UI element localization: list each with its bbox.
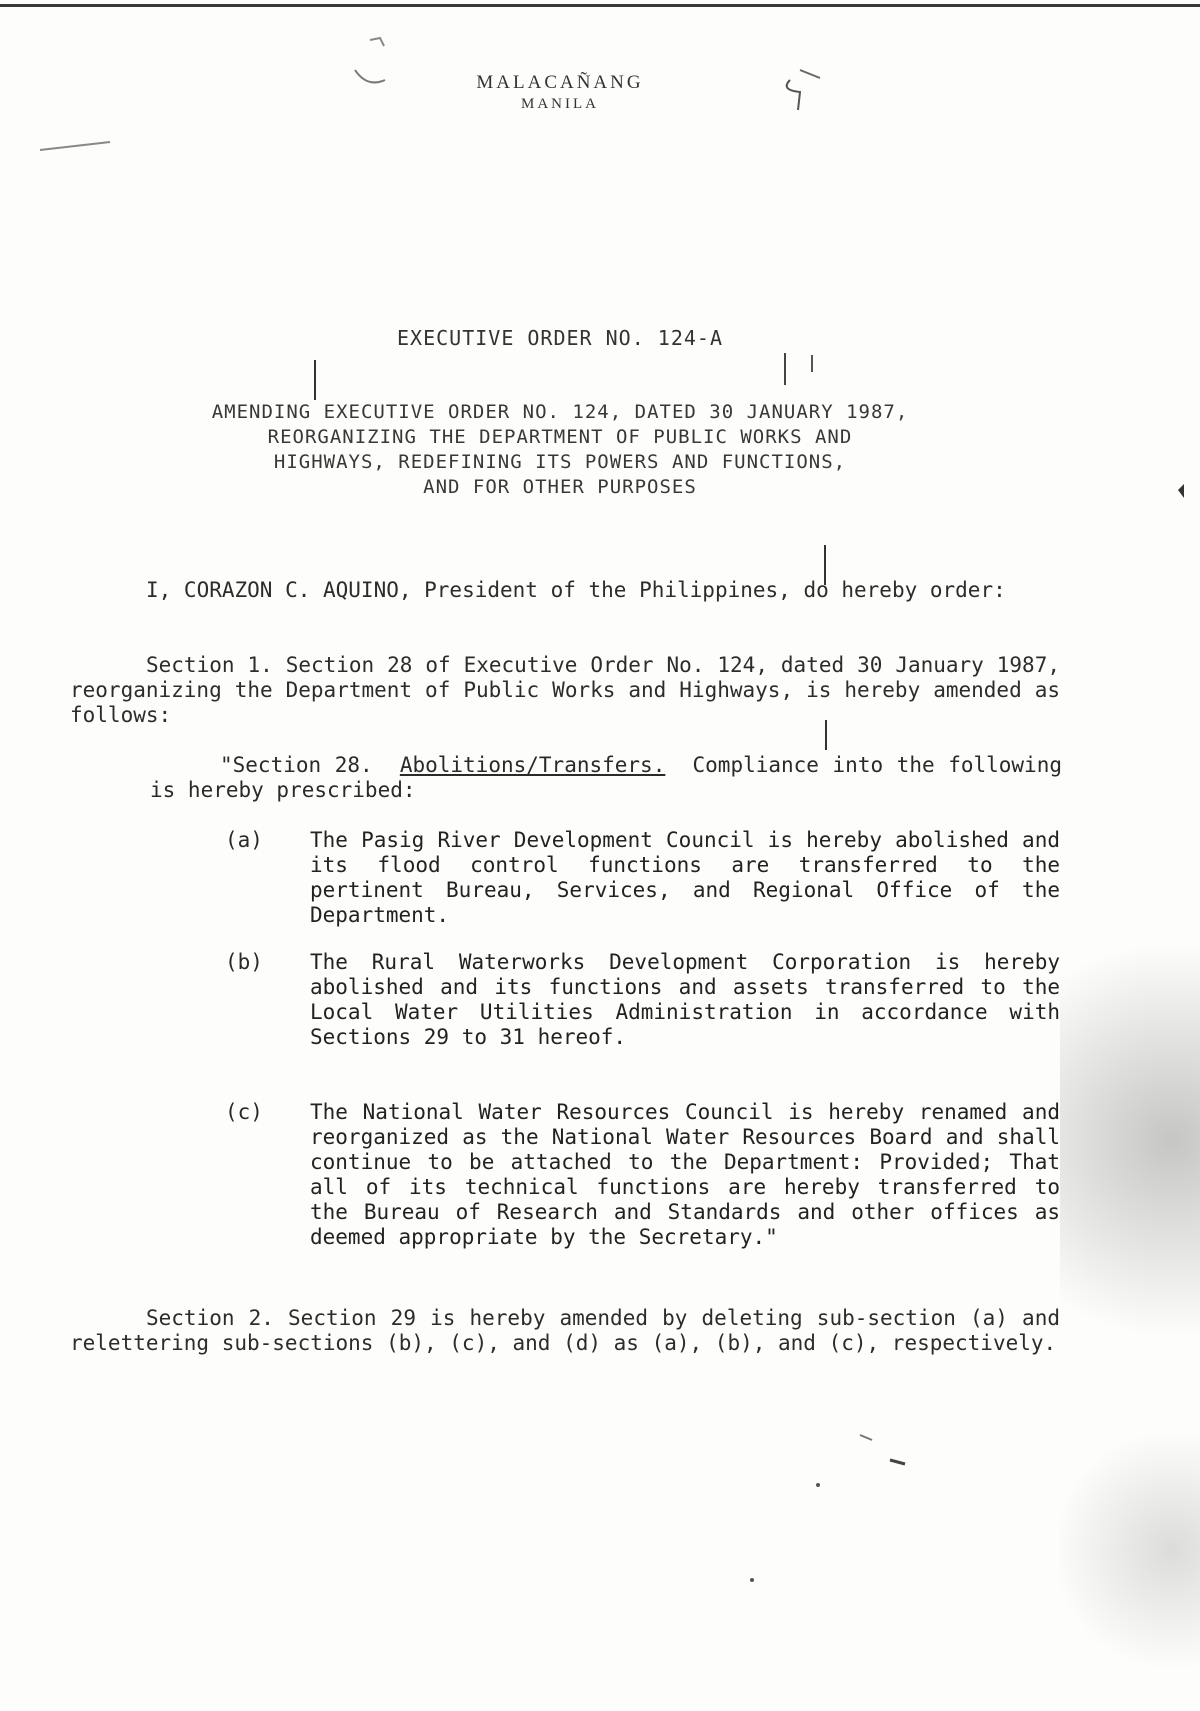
subject-line: AMENDING EXECUTIVE ORDER NO. 124, DATED 30 JANUARY 1987, [211,401,909,423]
section-1-text: Section 1. Section 28 of Executive Order No. 124, dated 30 January 1987, reorganizing the Department of Public Works and Highways, is hereby amended as follows: [70,653,1060,727]
subject-line: AND FOR OTHER PURPOSES [423,476,697,498]
letterhead-city: MANILA [521,96,599,112]
preamble-text: I, CORAZON C. AQUINO, President of the Philippines, do hereby order: [146,578,1006,602]
section-2-text: Section 2. Section 29 is hereby amended by deleting sub-section (a) and relettering sub-sections (b), (c), and (d) as (a), (b), and (c), respectively. [70,1306,1060,1355]
letterhead-office: MALACAÑANG [476,72,644,93]
subject-line: HIGHWAYS, REDEFINING ITS POWERS AND FUNCTIONS, [273,451,847,473]
list-item-label: (c) [225,1100,263,1124]
section-28-quote [150,753,1062,803]
preamble-paragraph [70,578,1060,603]
list-item-text: The National Water Resources Council is hereby renamed and reorganized as the National Water Resources Board and shall continue to be attached to the Department: Provided; That all of its technical functions are hereby transferred to the Bureau of Research and Standards and other offices as deemed appropriate by the Secretary." [310,1100,1060,1249]
letterhead [0,72,1120,113]
section-28-heading: Abolitions/Transfers. [399,753,666,777]
subject-line: REORGANIZING THE DEPARTMENT OF PUBLIC WORKS AND [267,426,853,448]
executive-order-title: EXECUTIVE ORDER NO. 124-A [396,326,724,350]
order-subject [0,400,1120,500]
scan-shading-bottom [1060,1420,1200,1680]
section-28-rest: Compliance into the following is hereby prescribed: [150,753,1062,802]
list-item-text: The Rural Waterworks Development Corporation is hereby abolished and its functions and assets transferred to the Local Water Utilities Administration in accordance with Sections 29 to 31 hereof. [310,950,1060,1049]
section-2-paragraph [70,1306,1060,1356]
list-item-label: (b) [225,950,263,974]
list-item-text: The Pasig River Development Council is hereby abolished and its flood control functions are transferred to the pertinent Bureau, Services, and Regional Office of the Department. [310,828,1060,927]
section-28-lead: "Section 28. [220,753,373,777]
list-item-label: (a) [225,828,263,852]
scan-shading-right [1060,880,1200,1400]
section-1-paragraph [70,653,1060,728]
top-border-line [0,4,1200,7]
